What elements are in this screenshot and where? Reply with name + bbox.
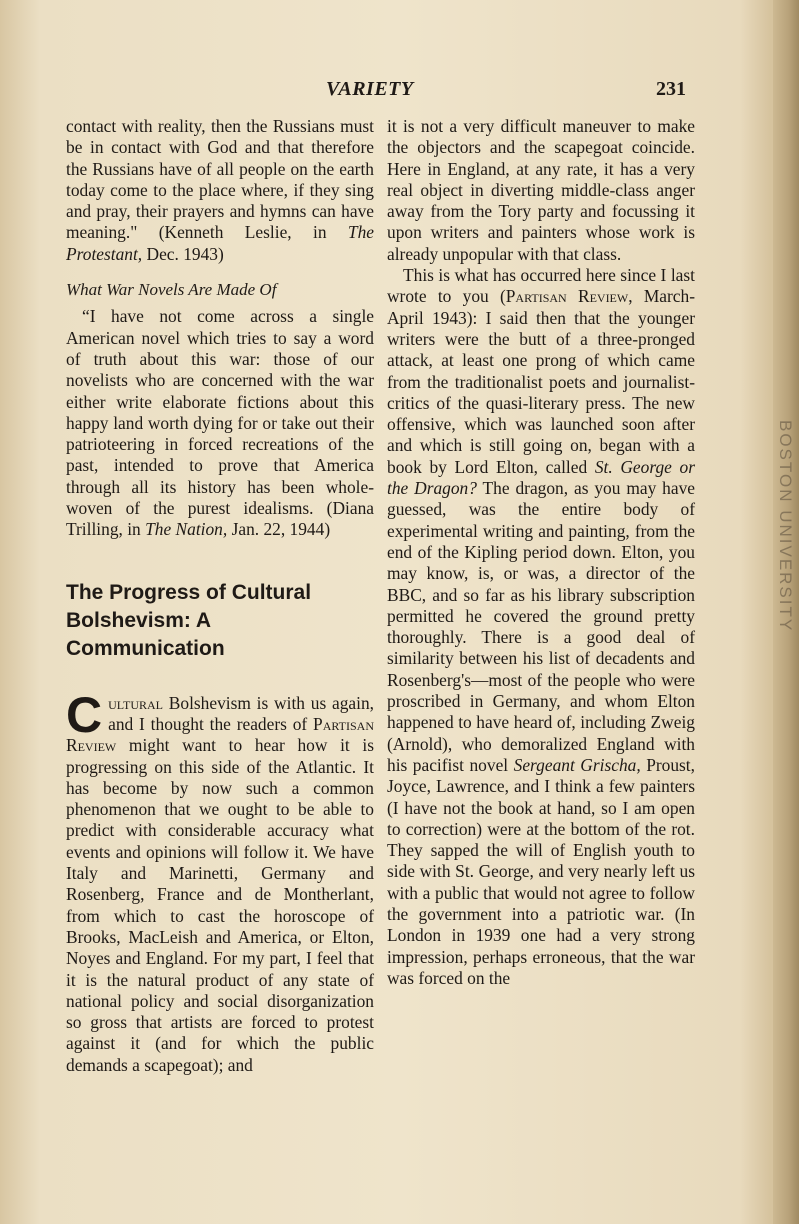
- drop-cap: C: [66, 686, 103, 743]
- article-body-start: Cultural Bolshevism is with us again, and I thought the readers of Partisan Review might want to hear how it is progressing on this side of the Atlantic. It has become by now such a common phenomenon that we ought to be able to predict with considerable accuracy what events and opinions will follow it. We have Italy and Marinetti, Germany and Rosenberg, France and de Montherlant, from which to cast the horoscope of Brooks, MacLeish and America, or Elton, Noyes and England. For my part, I feel that it is the natural product of any state of national policy and social disorganization so gross that artists are forced to protest against it (and for which the public demands a scapegoat); and: [66, 686, 374, 1075]
- paragraph-2: This is what has occurred here since I last wrote to you (Partisan Review, March-April 1943): I said then that the younger writers were the butt of a three-pronged attack, at least one prong of which came from the traditionalist poets and journalist-critics of the quasi-literary press. The new offensive, which was launched soon after and which is still going on, began with a book by Lord Elton, called St. George or the Dragon? The dragon, as you may have guessed, was the entire body of experimental writing and painting, from the end of the Kipling period down. Elton, you may know, is, or was, a director of the BBC, and so far as his library subscription permitted he covered the ground pretty thoroughly. There is a good deal of similarity between his list of decadents and Rosenberg's—most of the people who were proscribed in Germany, and whom Elton happened to have heard of, including Zweig (Arnold), who demoralized England with his pacifist novel Sergeant Grischa, Proust, Joyce, Lawrence, and I think a few painters (I have not the book at hand, so I am open to correction) were at the bottom of the rot. They sapped the will of English youth to side with St. George, and very nearly left us with a public that would not agree to follow the government into a patriotic war. (In London in 1939 one had a very strong impression, perhaps erroneous, that the war was forced on the: [387, 265, 695, 988]
- subheading: What War Novels Are Made Of: [66, 280, 277, 300]
- quote-kenneth-leslie: contact with reality, then the Russians must be in contact with God and that therefore the Russians have of all people on the earth today come to the place where, if they sing and pray, their prayers and hymns can have meaning." (Kenneth Leslie, in The Protestant, Dec. 1943): [66, 116, 374, 264]
- spine-label: BOSTON UNIVERSITY: [776, 420, 795, 633]
- right-column: [387, 116, 695, 989]
- left-column: [66, 116, 374, 1076]
- book-binding: [773, 0, 799, 1224]
- quote-diana-trilling: “I have not come across a single American novel which tries to say a word of truth about this war: those of our novelists who are concerned with the war either write elaborate fictions about this happy land worth dying for or take out their patrioteering in forced recreations of the past, intended to prove that America through all its history has been whole-woven of the purest idealisms. (Diana Trilling, in The Nation, Jan. 22, 1944): [66, 306, 374, 540]
- page-number: 231: [656, 78, 686, 100]
- running-title: VARIETY: [326, 78, 414, 100]
- page-header: [66, 74, 686, 104]
- paragraph-1: it is not a very difficult maneuver to make the objectors and the scapegoat coincide. Here in England, at any rate, it has a very real object in diverting middle-class anger away from the Tory party and focussing it upon writers and painters whose work is already unpopular with that class.: [387, 116, 695, 264]
- article-title: The Progress of Cultural Bolshevism: A Communication: [66, 580, 312, 660]
